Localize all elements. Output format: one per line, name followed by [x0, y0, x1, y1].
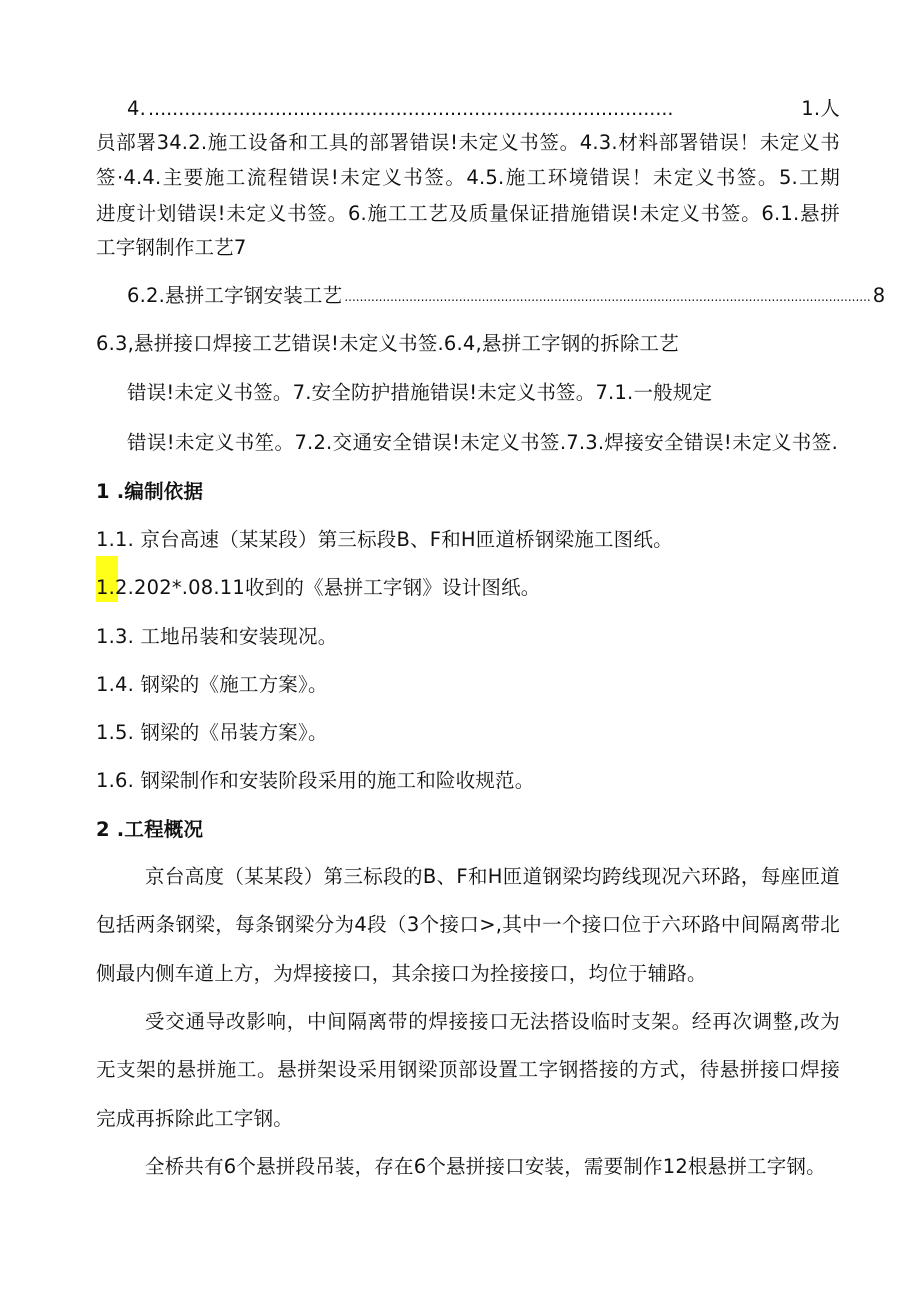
- toc-line-6-suffix: 8: [872, 284, 886, 307]
- toc-line-2: 员部署34.2.施工设备和工具的部署错误!未定义书签。4.3.材料部署错误！未定义书: [96, 131, 840, 154]
- section-2-paragraph-2-line: 无支架的悬拼施工。悬拼架设采用钢梁顶部设置工字钢搭接的方式，待悬拼接口焊接: [96, 1058, 840, 1081]
- toc-line-6-prefix: 6.2.悬拼工字钢安装工艺: [127, 284, 343, 307]
- toc-line-1-prefix: 4.: [127, 97, 147, 120]
- section-2-paragraph-2-line: 完成再拆除此工字钢。: [96, 1107, 294, 1130]
- section-2-paragraph-1-line: 京台高度（某某段）第三标段的B、F和H匝道钢梁均跨线现况六环路，每座匝道: [145, 865, 840, 888]
- toc-line-1: [127, 96, 840, 122]
- section-2-paragraph-1-line: 侧最内侧车道上方，为焊接接口，其余接口为拴接接口，均位于辅路。: [96, 962, 707, 985]
- section-1-item: 1.6. 钢梁制作和安装阶段采用的施工和险收规范。: [96, 769, 535, 792]
- toc-line-8: 错误!未定义书签。7.安全防护措施错误!未定义书签。7.1.一般规定: [127, 381, 713, 404]
- section-1-item: 1.1. 京台高速（某某段）第三标段B、F和H匝道桥钢梁施工图纸。: [96, 528, 673, 551]
- section-2-paragraph-2-line: 受交通导改影响，中间隔离带的焊接接口无法搭设临时支架。经再次调整,改为: [145, 1010, 840, 1033]
- toc-leader-dots: .......................................................................................: [148, 98, 674, 120]
- section-1-item: 1.2.202*.08.11收到的《悬拼工字钢》设计图纸。: [96, 576, 541, 599]
- toc-line-5: 工字钢制作工艺7: [96, 236, 247, 259]
- toc-line-7: 6.3,悬拼接口焊接工艺错误!未定义书签.6.4,悬拼工字钢的拆除工艺: [96, 332, 679, 355]
- section-1-item: 1.4. 钢梁的《施工方案》。: [96, 673, 328, 696]
- toc-leader-dots: ..........................................................................................................................................: [344, 290, 871, 304]
- section-1-item: 1.5. 钢梁的《吊装方案》。: [96, 721, 328, 744]
- toc-line-4: 进度计划错误!未定义书签。6.施工工艺及质量保证措施错误!未定义书签。6.1.悬拼: [96, 202, 840, 225]
- toc-line-6: [127, 283, 886, 311]
- toc-line-9: 错误!未定义书笙。7.2.交通安全错误!未定义书签.7.3.焊接安全错误!未定义书签.: [127, 431, 838, 454]
- section-2-paragraph-1-line: 包括两条钢梁，每条钢梁分为4段（3个接口>,其中一个接口位于六环路中间隔离带北: [96, 913, 840, 936]
- toc-line-1-suffix: 1.人: [801, 97, 840, 120]
- section-1-item: 1.3. 工地吊装和安装现况。: [96, 625, 338, 648]
- section-2-heading: 2 .工程概况: [96, 818, 204, 841]
- toc-line-3: 签·4.4.主要施工流程错误!未定义书签。4.5.施工环境错误！未定义书签。5.工期: [96, 166, 840, 189]
- section-2-paragraph-3-line: 全桥共有6个悬拼段吊装，存在6个悬拼接口安装，需要制作12根悬拼工字钢。: [145, 1155, 826, 1178]
- section-1-heading: 1 .编制依据: [96, 480, 204, 503]
